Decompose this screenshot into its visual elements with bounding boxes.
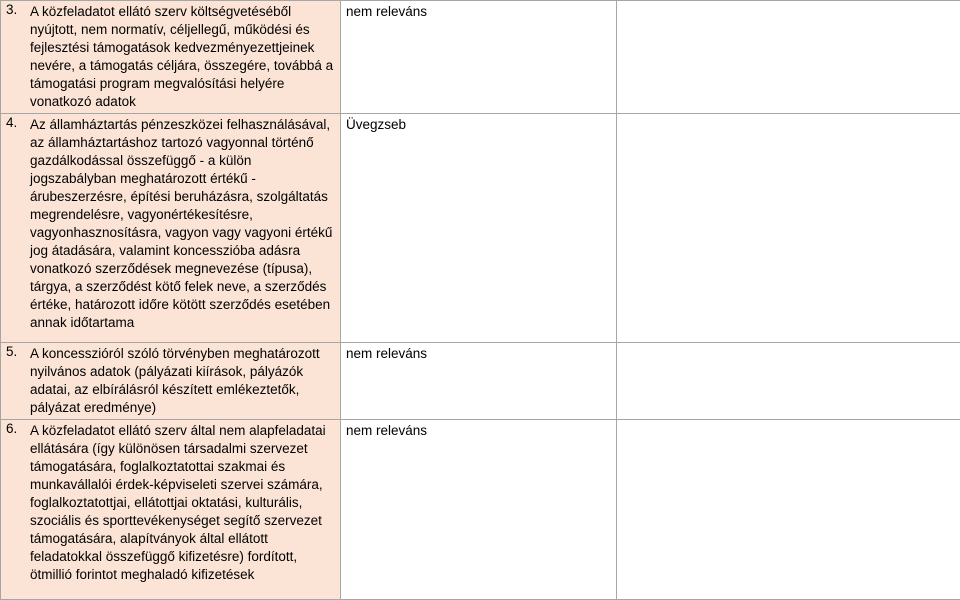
- item-number: 3.: [1, 1, 30, 113]
- list-item: [1, 343, 340, 419]
- list-item: [1, 1, 340, 113]
- status-text: nem releváns: [341, 1, 616, 21]
- status-text: nem releváns: [341, 343, 616, 363]
- status-cell: [341, 343, 617, 420]
- table-row: [1, 420, 960, 600]
- status-cell: [341, 1, 617, 114]
- empty-cell: [617, 114, 960, 343]
- table-row: [1, 1, 960, 114]
- empty-cell: [617, 420, 960, 600]
- empty-cell: [617, 1, 960, 114]
- item-number: 6.: [1, 420, 30, 586]
- item-description-cell: [1, 114, 341, 343]
- item-number: 4.: [1, 114, 30, 334]
- item-text: Az államháztartás pénzeszközei felhasználásával, az államháztartáshoz tartozó vagyonnal történő gazdálkodással összefüggő - a külön jogszabályban meghatározott értékű - árubeszerzésre, építési beruházásra, szolgáltatás megrendelésre, vagyonértékesítésre, vagyonhasznosításra, vagyon vagy vagyoni értékű jog átadására, valamint koncesszióba adásra vonatkozó szerződések megnevezése (típusa), tárgya, a szerződést kötő felek neve, a szerződés értéke, határozott időre kötött szerződés esetében annak időtartama: [30, 114, 340, 334]
- list-item: [1, 420, 340, 586]
- item-description-cell: [1, 420, 341, 600]
- item-description-cell: [1, 343, 341, 420]
- table-row: [1, 343, 960, 420]
- list-item: [1, 114, 340, 334]
- item-text: A közfeladatot ellátó szerv által nem alapfeladatai ellátására (így különösen társadalmi szervezet támogatására, foglalkoztatottai szakmai és munkavállalói érdek-képviseleti szervei számára, foglalkoztatottjai, ellátottjai oktatási, kulturális, szociális és sporttevékenységet segítő szervezet támogatására, alapítványok által ellátott feladatokkal összefüggő kifizetésre) fordított, ötmillió forintot meghaladó kifizetések: [30, 420, 340, 586]
- item-description-cell: [1, 1, 341, 114]
- status-cell: [341, 420, 617, 600]
- status-text: Üvegzseb: [341, 114, 616, 134]
- empty-cell: [617, 343, 960, 420]
- table-row: [1, 114, 960, 343]
- item-text: A közfeladatot ellátó szerv költségvetéséből nyújtott, nem normatív, céljellegű, működési és fejlesztési támogatások kedvezményezettjeinek nevére, a támogatás céljára, összegére, továbbá a támogatási program megvalósítási helyére vonatkozó adatok: [30, 1, 340, 113]
- status-cell: [341, 114, 617, 343]
- item-number: 5.: [1, 343, 30, 419]
- item-text: A koncesszióról szóló törvényben meghatározott nyilvános adatok (pályázati kiírások, pályázók adatai, az elbírálásról készített emlékeztetők, pályázat eredménye): [30, 343, 340, 419]
- status-text: nem releváns: [341, 420, 616, 440]
